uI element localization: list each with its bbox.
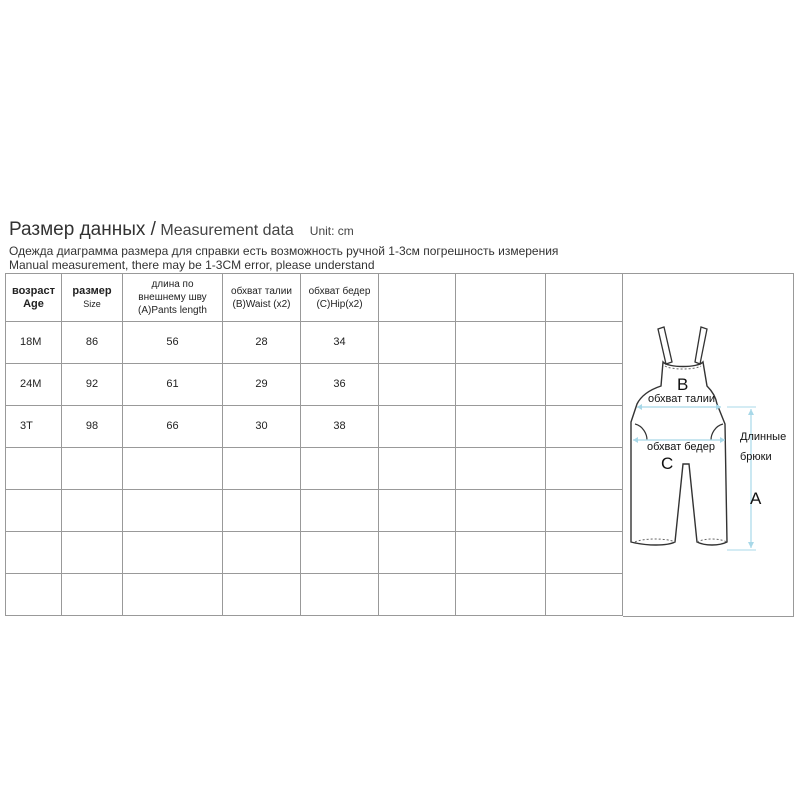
note-russian: Одежда диаграмма размера для справки есть возможность ручной 1-3см погрешность измерения (9, 244, 559, 258)
cell-empty (301, 532, 379, 574)
cell-empty (6, 532, 62, 574)
header-length-ru-1: длина по (151, 279, 194, 290)
cell-age: 3T (6, 406, 62, 448)
cell-empty (223, 532, 301, 574)
cell-empty (223, 448, 301, 490)
cell-empty (546, 490, 623, 532)
cell-empty (546, 574, 623, 616)
table-header-row (6, 274, 623, 322)
unit-label: Unit: cm (309, 224, 354, 238)
header-waist (223, 274, 301, 322)
cell-waist: 28 (223, 322, 301, 364)
cell-age: 24M (6, 364, 62, 406)
cell-hip: 38 (301, 406, 379, 448)
cell-empty (123, 574, 223, 616)
cell-empty (123, 448, 223, 490)
cell-empty (6, 490, 62, 532)
header-empty (379, 274, 456, 322)
cell-empty (62, 448, 123, 490)
cell-empty (301, 448, 379, 490)
cell-waist: 30 (223, 406, 301, 448)
cell-empty (62, 490, 123, 532)
cell-empty (546, 406, 623, 448)
cell-empty (379, 406, 456, 448)
right-hem-stitch (697, 539, 727, 542)
header-empty (456, 274, 546, 322)
cell-empty (223, 574, 301, 616)
header-length (123, 274, 223, 322)
left-hem-stitch (635, 539, 675, 542)
cell-empty (123, 490, 223, 532)
cell-empty (6, 574, 62, 616)
length-label-line1: Длинные (740, 431, 787, 443)
header-hip-ru: обхват бедер (308, 285, 371, 297)
header-empty (546, 274, 623, 322)
cell-size: 98 (62, 406, 123, 448)
cell-empty (456, 532, 546, 574)
title-english: Measurement data (155, 222, 294, 239)
header-length-ru-2: внешнему шву (138, 292, 207, 303)
header-size (62, 274, 123, 322)
cell-empty (456, 574, 546, 616)
right-pocket (711, 424, 723, 440)
cell-empty (456, 448, 546, 490)
header-hip-en: (C)Hip(x2) (316, 298, 363, 310)
table-row-empty (6, 532, 623, 574)
cell-empty (379, 364, 456, 406)
right-strap (695, 327, 707, 364)
cell-empty (62, 574, 123, 616)
length-label-line2: брюки (740, 451, 772, 463)
size-table (5, 273, 623, 616)
cell-waist: 29 (223, 364, 301, 406)
cell-empty (379, 532, 456, 574)
cell-empty (379, 322, 456, 364)
table-row (6, 406, 623, 448)
cell-empty (456, 406, 546, 448)
cell-length: 56 (123, 322, 223, 364)
cell-length: 61 (123, 364, 223, 406)
header-age (6, 274, 62, 322)
letter-a: A (750, 489, 762, 508)
table-row (6, 322, 623, 364)
header-length-en: (A)Pants length (138, 305, 207, 316)
header-size-ru: размер (72, 284, 112, 297)
note-english: Manual measurement, there may be 1-3CM error, please understand (9, 258, 375, 272)
cell-empty (301, 490, 379, 532)
cell-hip: 34 (301, 322, 379, 364)
left-strap (658, 327, 672, 364)
cell-empty (456, 364, 546, 406)
cell-empty (62, 532, 123, 574)
cell-size: 86 (62, 322, 123, 364)
cell-empty (223, 490, 301, 532)
title-russian: Размер данных / (9, 219, 156, 240)
cell-empty (456, 490, 546, 532)
cell-size: 92 (62, 364, 123, 406)
measurement-diagram (623, 273, 794, 617)
title-line (9, 219, 354, 245)
table-row-empty (6, 448, 623, 490)
cell-empty (6, 448, 62, 490)
cell-empty (379, 574, 456, 616)
header-waist-en: (B)Waist (x2) (232, 298, 291, 310)
cell-empty (301, 574, 379, 616)
cell-length: 66 (123, 406, 223, 448)
header-age-ru: возраст (11, 284, 55, 297)
left-pocket (635, 424, 647, 440)
table-row-empty (6, 490, 623, 532)
header-waist-ru: обхват талии (231, 285, 292, 297)
cell-empty (546, 364, 623, 406)
cell-empty (379, 448, 456, 490)
cell-empty (546, 322, 623, 364)
cell-empty (546, 448, 623, 490)
table-row (6, 364, 623, 406)
cell-empty (123, 532, 223, 574)
cell-age: 18M (6, 322, 62, 364)
cell-hip: 36 (301, 364, 379, 406)
cell-empty (546, 532, 623, 574)
header-hip (301, 274, 379, 322)
letter-b: B (677, 375, 689, 394)
letter-c: C (661, 454, 674, 473)
table-row-empty (6, 574, 623, 616)
cell-empty (379, 490, 456, 532)
waist-label: обхват талии (648, 393, 715, 405)
header-age-en: Age (23, 297, 44, 310)
header-size-en: Size (83, 298, 101, 309)
cell-empty (456, 322, 546, 364)
hip-label: обхват бедер (647, 441, 715, 453)
